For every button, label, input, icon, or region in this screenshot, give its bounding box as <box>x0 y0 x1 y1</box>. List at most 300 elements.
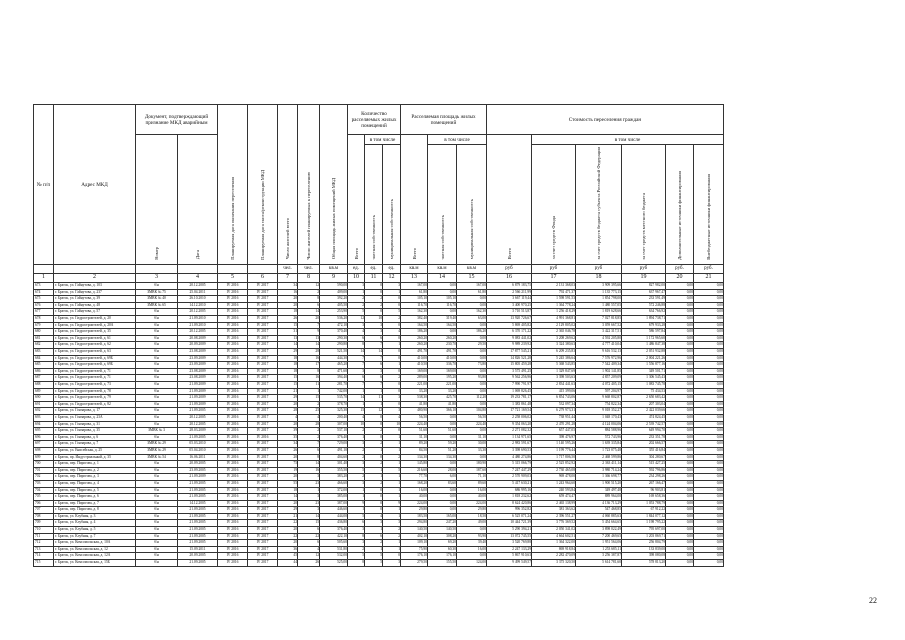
table-row <box>34 414 724 421</box>
table-cell: 7 <box>365 342 383 349</box>
table-cell: 4 <box>278 414 298 421</box>
table-cell: б/н <box>136 322 178 329</box>
table-cell: 260,20 <box>401 335 428 342</box>
table-cell: 404,60 <box>320 454 348 461</box>
table-cell: 1 <box>365 447 383 454</box>
table-cell: 21.09.2005 <box>178 494 218 501</box>
table-cell: 2 <box>383 533 401 540</box>
table-cell: 1 243 964,60 <box>532 480 576 487</box>
table-cell: 0,00 <box>666 283 694 290</box>
table-cell: 11 <box>365 395 383 402</box>
table-cell: 224,40 <box>401 421 428 428</box>
table-cell: 1 <box>365 474 383 481</box>
table-cell: 3 <box>348 461 365 468</box>
table-cell: 0,00 <box>666 302 694 309</box>
table-cell: б/н <box>136 355 178 362</box>
table-cell: 410,50 <box>401 362 428 369</box>
table-cell: IV 2017 <box>248 309 278 316</box>
table-cell: 0,00 <box>666 289 694 296</box>
table-cell: IV 2017 <box>248 527 278 534</box>
table-cell: 572 743,96 <box>576 434 622 441</box>
table-cell: 20.12.2005 <box>178 329 218 336</box>
table-cell: IV 2017 <box>248 355 278 362</box>
table-cell: 0,00 <box>666 421 694 428</box>
table-cell: 33,20 <box>401 388 428 395</box>
table-cell: 538,30 <box>401 395 428 402</box>
table-cell: 7 027 818,85 <box>576 316 622 323</box>
header-residents-planned: Число жителей планируемых к переселению <box>298 105 320 265</box>
table-cell: 679 <box>34 322 54 329</box>
table-cell: 372,00 <box>320 487 348 494</box>
table-cell: 1 <box>383 461 401 468</box>
table-cell: 0,00 <box>428 487 457 494</box>
table-cell: 7 <box>298 441 320 448</box>
table-cell: 0,00 <box>666 454 694 461</box>
table-cell: 597 204,97 <box>576 388 622 395</box>
table-cell: 7 <box>298 322 320 329</box>
table-row <box>34 296 724 303</box>
table-cell: 16,00 <box>401 487 428 494</box>
table-cell: 590,00 <box>320 283 348 290</box>
table-cell: 16 <box>278 289 298 296</box>
table-cell: б/н <box>136 520 178 527</box>
table-cell: 387,00 <box>320 500 348 507</box>
table-cell: 2 <box>365 428 383 435</box>
table-cell: б/н <box>136 329 178 336</box>
table-cell: 5 <box>365 560 383 567</box>
table-cell: 0,00 <box>694 302 724 309</box>
table-cell: 465,20 <box>320 362 348 369</box>
header-planned-demolish: Планируемая дата сноса/реконструкции МКД <box>248 105 278 265</box>
table-cell: г. Братск, ул. Гончарова, д. 23А <box>54 414 136 421</box>
table-cell: IV 2016 <box>218 408 248 415</box>
table-cell: 8 <box>298 368 320 375</box>
table-cell: 2 <box>365 461 383 468</box>
header-cost-incl: в том числе <box>532 135 724 145</box>
table-cell: 9 616 532,13 <box>576 349 622 356</box>
table-cell: IV 2016 <box>248 434 278 441</box>
table-cell: ЗМВК № 40 <box>136 296 178 303</box>
table-cell: 1 <box>348 494 365 501</box>
table-cell: 525,00 <box>320 560 348 567</box>
table-cell: 1 <box>383 342 401 349</box>
table-cell: 308,20 <box>428 533 457 540</box>
table-cell: г. Братск, пер. Пирогова, д. 6 <box>54 494 136 501</box>
table-cell: 14.12.2005 <box>178 500 218 507</box>
table-row <box>34 329 724 336</box>
column-number-cell: 1 <box>34 274 54 283</box>
table-cell: 14 <box>298 513 320 520</box>
table-cell: 0,00 <box>457 527 487 534</box>
table-cell: г. Братск, пер. Пирогова, д. 3 <box>54 474 136 481</box>
table-cell: 687 <box>34 375 54 382</box>
table-cell: 164,50 <box>401 322 428 329</box>
table-cell: 0,00 <box>694 414 724 421</box>
table-cell: 8 <box>298 296 320 303</box>
table-cell: 84,50 <box>401 447 428 454</box>
column-number-cell: 14 <box>428 274 457 283</box>
table-row <box>34 395 724 402</box>
table-cell: IV 2016 <box>218 335 248 342</box>
header-cost-excess: Внебюджетные источники финансирования <box>694 145 724 265</box>
table-row <box>34 382 724 389</box>
table-cell: 9 <box>383 500 401 507</box>
table-cell: г. Братск, ул. Гончарова, д. 7 <box>54 441 136 448</box>
table-cell: 21.09.2010 <box>178 316 218 323</box>
table-cell: IV 2016 <box>218 441 248 448</box>
table-cell: 29,80 <box>401 507 428 514</box>
table-cell: 515 427,25 <box>622 461 666 468</box>
column-number-cell: 12 <box>383 274 401 283</box>
table-cell: 0,00 <box>694 474 724 481</box>
table-cell: 394,40 <box>320 375 348 382</box>
table-cell: 1 894 738,71 <box>622 316 666 323</box>
table-cell: IV 2016 <box>218 507 248 514</box>
table-row <box>34 553 724 560</box>
table-cell: IV 2017 <box>248 487 278 494</box>
table-cell: ЗМВК № 29 <box>136 447 178 454</box>
header-doc-group: Документ, подтверждающий признание МКД аварийным <box>136 105 218 135</box>
table-cell: 3 <box>298 494 320 501</box>
unit-cell <box>248 265 278 274</box>
column-number-cell: 11 <box>365 274 383 283</box>
table-cell: 0,00 <box>457 296 487 303</box>
table-cell: 12 <box>298 283 320 290</box>
table-cell: 7 <box>348 362 365 369</box>
table-cell: б/н <box>136 500 178 507</box>
table-cell: 169,00 <box>401 368 428 375</box>
table-cell: 714 <box>34 553 54 560</box>
table-cell: 3 422 317,51 <box>576 329 622 336</box>
table-cell: 22 <box>298 533 320 540</box>
table-cell: 0,00 <box>457 428 487 435</box>
table-cell: 0 <box>365 421 383 428</box>
table-row <box>34 355 724 362</box>
table-cell: 134,30 <box>428 454 457 461</box>
table-cell: IV 2016 <box>218 375 248 382</box>
table-cell: 9 018 352,27 <box>576 408 622 415</box>
table-cell: 1 900 515,20 <box>576 480 622 487</box>
table-cell: IV 2017 <box>248 513 278 520</box>
table-cell: 247,20 <box>428 520 457 527</box>
table-cell: г. Братск, ул. Комсомольская, д. 12А <box>54 553 136 560</box>
table-cell: 1 <box>348 507 365 514</box>
table-cell: 116,70 <box>401 302 428 309</box>
table-row <box>34 480 724 487</box>
table-cell: б/н <box>136 513 178 520</box>
table-cell: 5 417 630,21 <box>487 480 532 487</box>
table-cell: 0,00 <box>457 401 487 408</box>
table-cell: 0,00 <box>666 349 694 356</box>
table-cell: 472,10 <box>320 322 348 329</box>
table-cell: 3 400 970,25 <box>487 302 532 309</box>
table-cell: 0,00 <box>666 368 694 375</box>
table-cell: 21.09.2005 <box>178 487 218 494</box>
table-cell: 446,60 <box>320 507 348 514</box>
table-cell: 93,90 <box>457 533 487 540</box>
column-number-cell: 9 <box>320 274 348 283</box>
table-cell: 11 <box>298 382 320 389</box>
table-cell: 15.09.2011 <box>178 546 218 553</box>
table-cell: г. Братск, ул. Гидростроителей, д. 71 <box>54 375 136 382</box>
table-cell: 69,20 <box>428 540 457 547</box>
table-cell: 21.09.2009 <box>178 474 218 481</box>
table-cell: 20 <box>278 421 298 428</box>
column-number-cell: 3 <box>136 274 178 283</box>
unit-cell <box>218 265 248 274</box>
spreadsheet <box>33 104 724 567</box>
table-cell: 2 363 411,14 <box>576 461 622 468</box>
table-cell: 162,30 <box>457 309 487 316</box>
table-cell: 0,00 <box>694 441 724 448</box>
table-cell: IV 2017 <box>248 329 278 336</box>
table-cell: 25.04.2011 <box>178 289 218 296</box>
table-cell: 0,00 <box>666 342 694 349</box>
table-cell: 3 <box>348 480 365 487</box>
table-cell: 1 <box>383 540 401 547</box>
table-cell: 0 <box>383 349 401 356</box>
table-row <box>34 474 724 481</box>
table-cell: б/н <box>136 401 178 408</box>
table-cell: 5 <box>383 467 401 474</box>
table-cell: 4 072 405,15 <box>576 382 622 389</box>
table-cell: 59,20 <box>428 441 457 448</box>
table-cell: IV 2017 <box>248 533 278 540</box>
table-cell: б/н <box>136 546 178 553</box>
table-cell: 1 203 869,71 <box>622 533 666 540</box>
table-cell: 0,00 <box>666 355 694 362</box>
table-cell: 9 499 549,57 <box>487 560 532 567</box>
table-cell: 2 <box>365 302 383 309</box>
table-cell: б/н <box>136 388 178 395</box>
table-cell: 392,20 <box>320 296 348 303</box>
table-cell: 230,70 <box>428 342 457 349</box>
table-cell: 289,00 <box>401 375 428 382</box>
table-cell: 536,20 <box>320 316 348 323</box>
table-cell: 0,00 <box>694 395 724 402</box>
table-cell: 5 <box>383 309 401 316</box>
table-cell: 677 <box>34 309 54 316</box>
table-cell: 7 <box>365 355 383 362</box>
table-cell: 712 <box>34 540 54 547</box>
unit-cell: руб <box>576 265 622 274</box>
table-cell: 376,40 <box>320 527 348 534</box>
table-cell: 8 <box>348 560 365 567</box>
table-cell: 169,00 <box>428 368 457 375</box>
table-cell: 3 <box>383 520 401 527</box>
column-number-cell: 19 <box>622 274 666 283</box>
table-cell: 15 <box>348 408 365 415</box>
table-cell: 51,60 <box>401 428 428 435</box>
table-cell: ЗМВК № 3 <box>136 428 178 435</box>
table-cell: 6 854 743,06 <box>532 395 576 402</box>
table-cell: 532,00 <box>320 553 348 560</box>
table-cell: 4 060 885,63 <box>576 513 622 520</box>
table-cell: 2 <box>348 302 365 309</box>
table-cell: 2 834 441,63 <box>532 382 576 389</box>
table-cell: 0,00 <box>694 296 724 303</box>
table-cell: 6 879 183,75 <box>487 283 532 290</box>
header-count-incl: в том числе <box>365 135 401 145</box>
table-cell: 491,70 <box>401 349 428 356</box>
table-cell: 1 364 778,24 <box>532 302 576 309</box>
table-cell: IV 2017 <box>248 494 278 501</box>
table-cell: 28 <box>278 408 298 415</box>
table-cell: 5 614 781,60 <box>576 560 622 567</box>
header-area-incl: в том числе <box>428 135 487 145</box>
table-cell: 2 468 599,86 <box>576 454 622 461</box>
table-cell: 6 <box>348 335 365 342</box>
table-cell: 16,00 <box>457 487 487 494</box>
table-cell: 708 <box>34 513 54 520</box>
table-cell: 471,60 <box>320 368 348 375</box>
table-cell: 60,30 <box>428 546 457 553</box>
table-cell: 39,40 <box>457 540 487 547</box>
table-cell: 10 <box>383 421 401 428</box>
table-cell: 21.09.2005 <box>178 507 218 514</box>
unit-cell: ед. <box>365 265 383 274</box>
table-cell: 2 365 046,78 <box>532 329 576 336</box>
table-cell: IV 2016 <box>218 500 248 507</box>
table-cell: 2 131 368,03 <box>532 283 576 290</box>
table-cell: г. Братск, ул. Гидростроителей, д. 61 <box>54 335 136 342</box>
table-cell: 5 <box>348 513 365 520</box>
table-cell: б/н <box>136 335 178 342</box>
table-cell: 6 <box>348 520 365 527</box>
table-cell: 1 <box>383 474 401 481</box>
table-cell: IV 2017 <box>248 401 278 408</box>
table-cell: 0,00 <box>694 309 724 316</box>
table-cell: 29,80 <box>457 507 487 514</box>
table-cell: г. Братск, пер. Пирогова, д. 1 <box>54 461 136 468</box>
table-cell: 28,00 <box>428 467 457 474</box>
table-cell: 20.09.2009 <box>178 342 218 349</box>
table-cell: 3 <box>383 395 401 402</box>
table-cell: 0 <box>383 302 401 309</box>
table-cell: 7 <box>348 382 365 389</box>
table-cell: 224,00 <box>457 500 487 507</box>
table-cell: IV 2016 <box>218 302 248 309</box>
table-cell: 2 470 291,28 <box>532 421 576 428</box>
table-cell: IV 2017 <box>248 560 278 567</box>
table-cell: 2 525 852,92 <box>532 461 576 468</box>
table-cell: 165,00 <box>428 513 457 520</box>
table-cell: 3 <box>365 329 383 336</box>
table-cell: 996 352,82 <box>487 507 532 514</box>
header-cost-group: Стоимость переселения граждан <box>487 105 724 135</box>
table-cell: 889 964,00 <box>576 494 622 501</box>
table-cell: IV 2016 <box>218 401 248 408</box>
header-count-total: Всего <box>348 135 365 265</box>
unit-cell: руб <box>487 265 532 274</box>
table-cell: 20 <box>278 540 298 547</box>
table-cell: 381 363,62 <box>532 507 576 514</box>
table-cell: 0 <box>383 335 401 342</box>
column-number-cell: 4 <box>178 274 218 283</box>
unit-cell <box>178 265 218 274</box>
table-cell: 2 <box>298 289 320 296</box>
table-cell: IV 2017 <box>248 322 278 329</box>
table-cell: 685 <box>34 362 54 369</box>
header-planned-end: Планируемая дата окончания переселения <box>218 105 248 265</box>
table-cell: 505,60 <box>320 540 348 547</box>
table-cell: 2 <box>348 296 365 303</box>
table-cell: 466,60 <box>320 480 348 487</box>
table-cell: 0,00 <box>457 302 487 309</box>
table-cell: б/н <box>136 461 178 468</box>
table-cell: 1 134 971,65 <box>487 434 532 441</box>
table-cell: 547 468,85 <box>576 507 622 514</box>
table-cell: 6 <box>365 362 383 369</box>
table-cell: 491,10 <box>320 447 348 454</box>
table-cell: 0,00 <box>457 335 487 342</box>
table-cell: IV 2016 <box>218 553 248 560</box>
table-cell: 9 <box>298 329 320 336</box>
table-cell: 3 <box>298 507 320 514</box>
table-cell: 30,00 <box>457 441 487 448</box>
table-cell: 2 <box>383 375 401 382</box>
table-cell: 586 597,84 <box>622 329 666 336</box>
table-cell: 2 <box>348 474 365 481</box>
table-cell: ЗМВК № 65 <box>136 302 178 309</box>
table-cell: г. Братск, ул. Комсомольская, д. 15Б <box>54 560 136 567</box>
column-number-cell: 10 <box>348 274 365 283</box>
table-cell: 186,20 <box>457 329 487 336</box>
table-cell: 49,00 <box>457 520 487 527</box>
table-cell: 176,10 <box>428 553 457 560</box>
table-cell: 0,00 <box>666 388 694 395</box>
table-cell: IV 2016 <box>218 533 248 540</box>
table-cell: 20.09.2005 <box>178 461 218 468</box>
table-cell: 1 069 826,45 <box>487 388 532 395</box>
table-cell: б/н <box>136 474 178 481</box>
table-cell: 572 246,88 <box>622 302 666 309</box>
table-cell: 2 282 470,09 <box>532 553 576 560</box>
table-cell: 2 983 591,67 <box>487 441 532 448</box>
table-cell: 398 476,97 <box>532 434 576 441</box>
table-cell: 0,00 <box>694 375 724 382</box>
table-cell: 1 902 141,85 <box>576 368 622 375</box>
table-cell: 1 253 685,11 <box>576 546 622 553</box>
table-row <box>34 533 724 540</box>
table-cell: 2 <box>298 434 320 441</box>
table-cell: 0,00 <box>694 467 724 474</box>
table-cell: 73,80 <box>457 362 487 369</box>
table-cell: 409,00 <box>320 289 348 296</box>
table-cell: 0,00 <box>666 296 694 303</box>
table-cell: 31,10 <box>457 434 487 441</box>
table-cell: 23.09.2009 <box>178 362 218 369</box>
table-cell: 355,50 <box>320 467 348 474</box>
table-cell: 4 <box>348 329 365 336</box>
table-cell: г. Братск, ул. Гидростроителей, д. 71 <box>54 368 136 375</box>
table-cell: 6 209 235,83 <box>532 349 576 356</box>
table-cell: 2 <box>383 527 401 534</box>
table-cell: 20.09.2005 <box>178 553 218 560</box>
unit-cell: чел. <box>298 265 320 274</box>
table-cell: 0,00 <box>694 434 724 441</box>
table-cell: б/н <box>136 342 178 349</box>
table-cell: 681 <box>34 335 54 342</box>
table-cell: 693 <box>34 414 54 421</box>
table-cell: 05.03.2010 <box>178 441 218 448</box>
table-cell: г. Братск, пер. Пирогова, д. 2 <box>54 467 136 474</box>
table-cell: 0,00 <box>666 520 694 527</box>
table-cell: 14 <box>365 349 383 356</box>
table-cell: 0,00 <box>694 368 724 375</box>
table-cell: 224,40 <box>457 421 487 428</box>
table-cell: 23 <box>298 480 320 487</box>
